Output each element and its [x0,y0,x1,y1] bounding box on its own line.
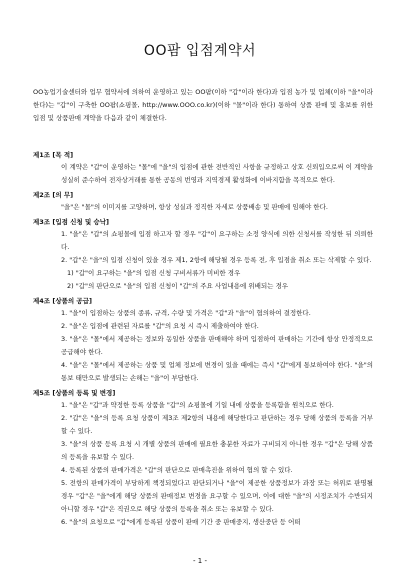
article-heading: 제2조 [의 무] [33,191,74,199]
document-title: OO팜 입점계약서 [143,43,257,59]
article-heading: 제1조 [목 적] [33,151,74,159]
intro-paragraph: OO농업기술센터와 업무 협약서에 의하여 운영하고 있는 OO팜(이하 "갑"이라 한다)과 입점 농가 및 업체(이하 "을"이라 한다)는 "갑"이 구축한 OO팜(쇼핑몰, http://www.OOO.co.kr)(이하 "몰"이라 한다) 통하여 상품 판매 및 홍보를 위한 입점 및 상품판매 계약을 다음과 같이 체결한다. [33,88,373,122]
article-3 [33,216,373,293]
article-line: 3. "을"은 "몰"에서 제공하는 정보와 동일한 상품을 판매해야 하며 입점하여 판매하는 기간에 항상 안정적으로 공급해야 한다. [61,335,373,356]
article-line: 2. "갑"은 "을"의 등록 요청 상품이 제3조 제2항의 내용에 해당한다고 판단하는 경우 당해 상품의 등록을 거부할 수 있다. [61,414,373,435]
article-line: "을"은 "몰"의 이미지를 고양하며, 항상 성실과 정직한 자세로 상품배송 및 판매에 임해야 한다. [61,203,328,211]
article-line: 2. "갑"은 "을"의 입점 신청이 있을 경우 제1, 2항에 해당될 경우 등록 전, 후 입점을 취소 또는 삭제할 수 있다. [61,256,372,264]
article-line: 2) "갑"의 판단으로 "을"의 입점 신청이 "갑"의 주요 사업내용에 위배되는 경우 [67,282,289,290]
article-heading: 제5조 [상품의 등록 및 변경] [33,389,116,397]
article-line: 3. "을"의 상품 등록 요청 시 개별 상품의 판매에 필요한 충분한 자료가 구비되지 아니한 경우 "갑"은 당해 상품의 등록을 유보할 수 있다. [61,440,373,461]
article-line: 1. "을"은 "갑"과 약정한 등록 상품을 "갑"의 쇼핑몰에 기일 내에 상품을 등록함을 원칙으로 한다. [61,401,334,409]
article-line: 1) "갑"이 요구하는 "을"의 입점 신청 구비서류가 미비한 경우 [67,269,241,277]
page-number: - 1 - [193,557,207,565]
article-2 [33,189,373,214]
article-line: 1. "을"이 입점하는 상품의 종류, 규격, 수량 및 가격은 "갑"과 "을"이 협의하여 결정한다. [61,309,311,317]
article-line: 4. 등록된 상품의 판매가격은 "갑"의 판단으로 판매촉진을 위하여 협의 할 수 있다. [61,466,293,474]
article-4 [33,295,373,385]
article-line: 2. "을"은 입점에 관련된 자료를 "갑"의 요청 시 즉시 제출하여야 한다. [61,322,259,330]
article-line: 5. 전항의 판매가격이 부당하게 책정되었다고 판단되거나 "을"이 제공한 상품정보가 과장 또는 허위로 판명될 경우 "갑"은 "을"에게 해당 상품의 판매정보 변경을 요구할 수 있으며, 이에 대한 "을"의 시정조치가 수반되지 아니할 경우 "갑"은 직권으로 해당 상품의 등록을 취소 또는 유보할 수 있다. [61,479,373,513]
article-line: 6. "을"의 요청으로 "갑"에게 등록된 상품이 판매 기간 중 판매중지, 생산중단 등 어떠 [61,518,301,526]
article-heading: 제4조 [상품의 공급] [33,297,92,305]
article-line: 4. "을"은 "몰"에서 제공하는 상품 및 업체 정보에 변경이 있을 때에는 즉시 "갑"에게 통보하여야 한다. "을"의 통보 태만으로 발생되는 손해는 "을"이 부담한다. [61,361,373,382]
article-5 [33,387,373,529]
articles-section [33,149,373,531]
article-heading: 제3조 [입점 신청 및 승낙] [33,218,110,226]
article-line: 이 계약은 "갑"이 운영하는 "몰"에 "을"의 입점에 관한 전반적인 사항을 규정하고 상호 신뢰입으로써 이 계약을 성실히 준수하여 전자상거래를 통한 공동의 번영과 지역경제 활성화에 이바지함을 목적으로 한다. [61,163,373,184]
article-1 [33,149,373,187]
article-line: 1. "을"은 "갑"의 쇼핑몰에 입점 하고자 할 경우 "갑"이 요구하는 소정 양식에 의한 신청서를 작성한 뒤 의뢰한다. [61,230,373,251]
